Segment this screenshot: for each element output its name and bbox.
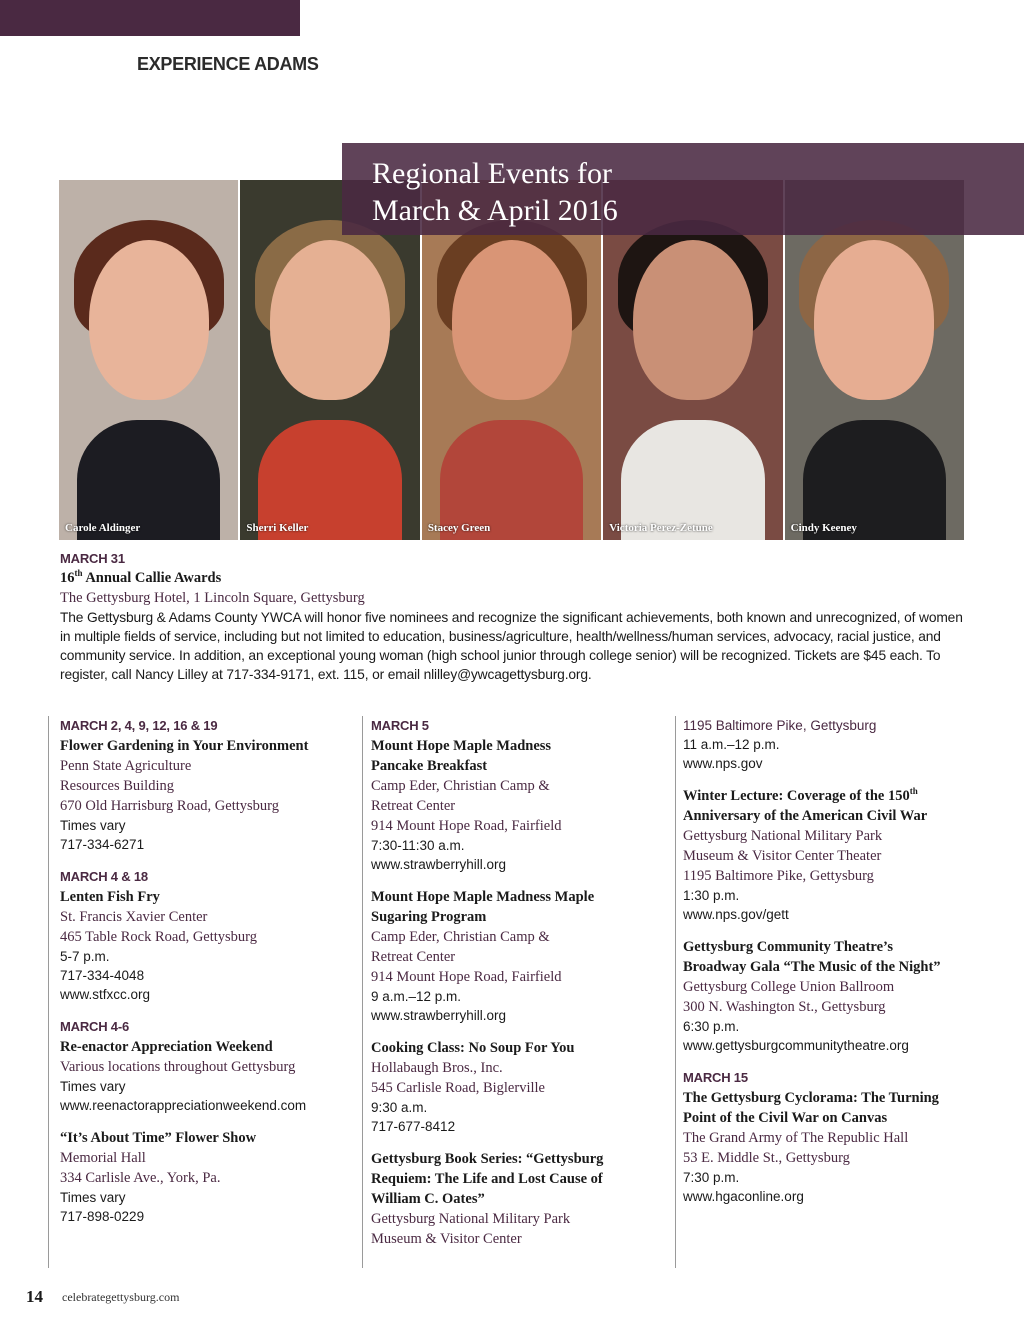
event-website: www.strawberryhill.org <box>371 1008 507 1023</box>
event-title: Cooking Class: No Soup For You <box>371 1040 575 1056</box>
event-venue: St. Francis Xavier Center <box>60 909 208 925</box>
event-time: Times vary <box>60 818 126 833</box>
photo-carole-aldinger <box>59 180 238 540</box>
event-date: MARCH 5 <box>371 718 429 733</box>
event-date: MARCH 15 <box>683 1070 748 1085</box>
event-entry <box>683 716 973 773</box>
event-title: Mount Hope Maple Madness Maple <box>371 889 595 905</box>
event-entry <box>683 937 973 1055</box>
event-title <box>683 786 973 806</box>
event-title: Broadway Gala “The Music of the Night” <box>683 959 941 975</box>
event-entry <box>683 1068 973 1206</box>
event-address: 300 N. Washington St., Gettysburg <box>683 999 886 1015</box>
event-entry <box>371 887 661 1025</box>
event-entry <box>371 716 661 874</box>
event-title: Re-enactor Appreciation Weekend <box>60 1039 273 1055</box>
event-address: 914 Mount Hope Road, Fairfield <box>371 969 562 985</box>
event-venue: Museum & Visitor Center <box>371 1231 522 1247</box>
column-divider <box>48 716 49 1268</box>
featured-event <box>60 550 965 684</box>
event-website: www.hgaconline.org <box>683 1189 804 1204</box>
title-line-1: Regional Events for <box>372 157 612 190</box>
title-text: Annual Callie Awards <box>82 570 222 586</box>
event-time: 1:30 p.m. <box>683 888 740 903</box>
event-address: 914 Mount Hope Road, Fairfield <box>371 818 562 834</box>
title-banner <box>342 143 1024 235</box>
title-text: Winter Lecture: Coverage of the 150 <box>683 788 910 804</box>
event-website: www.nps.gov/gett <box>683 907 789 922</box>
event-entry <box>683 786 973 924</box>
event-venue: The Grand Army of The Republic Hall <box>683 1130 909 1146</box>
title-superscript: th <box>909 786 918 797</box>
event-entry <box>60 1017 350 1115</box>
top-accent-bar <box>0 0 300 36</box>
event-venue: Camp Eder, Christian Camp & <box>371 929 550 945</box>
event-address: 53 E. Middle St., Gettysburg <box>683 1150 850 1166</box>
event-time: 11 a.m.–12 p.m. <box>683 737 780 752</box>
event-title: Pancake Breakfast <box>371 758 488 774</box>
event-address: 1195 Baltimore Pike, Gettysburg <box>683 718 877 733</box>
event-date: MARCH 2, 4, 9, 12, 16 & 19 <box>60 718 218 733</box>
event-date: MARCH 4-6 <box>60 1019 129 1034</box>
event-address: 670 Old Harrisburg Road, Gettysburg <box>60 798 279 814</box>
event-venue: Memorial Hall <box>60 1150 146 1166</box>
event-title: Requiem: The Life and Lost Cause of <box>371 1171 603 1187</box>
portrait-face <box>814 240 934 400</box>
event-website: www.stfxcc.org <box>60 987 151 1002</box>
event-phone: 717-334-4048 <box>60 968 145 983</box>
event-date: MARCH 31 <box>60 551 125 566</box>
event-website: www.strawberryhill.org <box>371 857 507 872</box>
event-time: 9:30 a.m. <box>371 1100 428 1115</box>
portrait-face <box>633 240 753 400</box>
title-line-2: March & April 2016 <box>372 194 618 227</box>
event-venue: Retreat Center <box>371 798 456 814</box>
event-title: Mount Hope Maple Madness <box>371 738 552 754</box>
photo-caption: Victoria Perez-Zetune <box>609 522 713 534</box>
event-venue: Gettysburg National Military Park <box>683 828 883 844</box>
column-divider <box>362 716 363 1268</box>
event-venue: Gettysburg National Military Park <box>371 1211 571 1227</box>
event-date: MARCH 4 & 18 <box>60 869 148 884</box>
event-title <box>60 568 965 588</box>
event-time: 9 a.m.–12 p.m. <box>371 989 462 1004</box>
page-number: 14 <box>26 1287 43 1306</box>
event-title: Flower Gardening in Your Environment <box>60 738 309 754</box>
event-title: Gettysburg Community Theatre’s <box>683 939 893 955</box>
event-address: 1195 Baltimore Pike, Gettysburg <box>683 868 874 884</box>
event-description: The Gettysburg & Adams County YWCA will honor five nominees and recognize the significant achievements, both known and unrecognized, of women in multiple fields of service, including but not limited to education, business/agriculture, health/wellness/human services, advocacy, racial justice, and community service. In addition, an exceptional young woman (high school junior through college senior) will be recognized. Tickets are $45 each. To register, call Nancy Lilley at 717-334-9171, ext. 115, or email nlilley@ywcagettysburg.org. <box>60 610 963 682</box>
event-title: Lenten Fish Fry <box>60 889 160 905</box>
events-column-1 <box>60 716 350 1239</box>
event-title: Point of the Civil War on Canvas <box>683 1110 888 1126</box>
title-superscript: th <box>74 568 83 579</box>
event-title: William C. Oates” <box>371 1191 485 1207</box>
event-entry <box>60 716 350 854</box>
event-address: 465 Table Rock Road, Gettysburg <box>60 929 257 945</box>
column-divider <box>675 716 676 1268</box>
title-number: 16 <box>60 570 75 586</box>
event-title: Anniversary of the American Civil War <box>683 808 928 824</box>
event-address: 334 Carlisle Ave., York, Pa. <box>60 1170 221 1186</box>
event-title: “It’s About Time” Flower Show <box>60 1130 257 1146</box>
event-entry <box>60 1128 350 1226</box>
event-venue: The Gettysburg Hotel, 1 Lincoln Square, Gettysburg <box>60 590 365 606</box>
event-venue: Museum & Visitor Center Theater <box>683 848 882 864</box>
event-title: The Gettysburg Cyclorama: The Turning <box>683 1090 939 1106</box>
event-venue: Gettysburg College Union Ballroom <box>683 979 895 995</box>
photo-caption: Cindy Keeney <box>790 522 857 534</box>
event-address: 545 Carlisle Road, Biglerville <box>371 1080 545 1096</box>
event-time: Times vary <box>60 1079 126 1094</box>
event-phone: 717-898-0229 <box>60 1209 145 1224</box>
photo-caption: Stacey Green <box>427 522 491 534</box>
event-venue: Hollabaugh Bros., Inc. <box>371 1060 503 1076</box>
events-column-3 <box>683 716 973 1219</box>
event-venue: Various locations throughout Gettysburg <box>60 1059 296 1075</box>
photo-caption: Sherri Keller <box>246 522 309 534</box>
event-website: www.reenactorappreciationweekend.com <box>60 1098 307 1113</box>
event-time: Times vary <box>60 1190 126 1205</box>
portrait-face <box>452 240 572 400</box>
event-title: Gettysburg Book Series: “Gettysburg <box>371 1151 604 1167</box>
event-website: www.gettysburgcommunitytheatre.org <box>683 1038 909 1053</box>
event-phone: 717-677-8412 <box>371 1119 456 1134</box>
event-venue: Retreat Center <box>371 949 456 965</box>
portrait-face <box>270 240 390 400</box>
events-column-2 <box>371 716 661 1262</box>
section-label: EXPERIENCE ADAMS <box>137 54 319 74</box>
page-title <box>372 155 618 229</box>
event-time: 7:30 p.m. <box>683 1170 740 1185</box>
event-phone: 717-334-6271 <box>60 837 145 852</box>
event-entry <box>371 1038 661 1136</box>
event-website: www.nps.gov <box>683 756 763 771</box>
photo-caption: Carole Aldinger <box>65 522 141 534</box>
event-venue: Penn State Agriculture <box>60 758 192 774</box>
event-title: Sugaring Program <box>371 909 487 925</box>
footer-url: celebrategettysburg.com <box>62 1290 180 1304</box>
event-time: 6:30 p.m. <box>683 1019 740 1034</box>
event-venue: Camp Eder, Christian Camp & <box>371 778 550 794</box>
event-time: 7:30-11:30 a.m. <box>371 838 465 853</box>
portrait-face <box>89 240 209 400</box>
event-venue: Resources Building <box>60 778 174 794</box>
event-entry <box>371 1149 661 1249</box>
event-entry <box>60 867 350 1004</box>
event-time: 5-7 p.m. <box>60 949 110 964</box>
